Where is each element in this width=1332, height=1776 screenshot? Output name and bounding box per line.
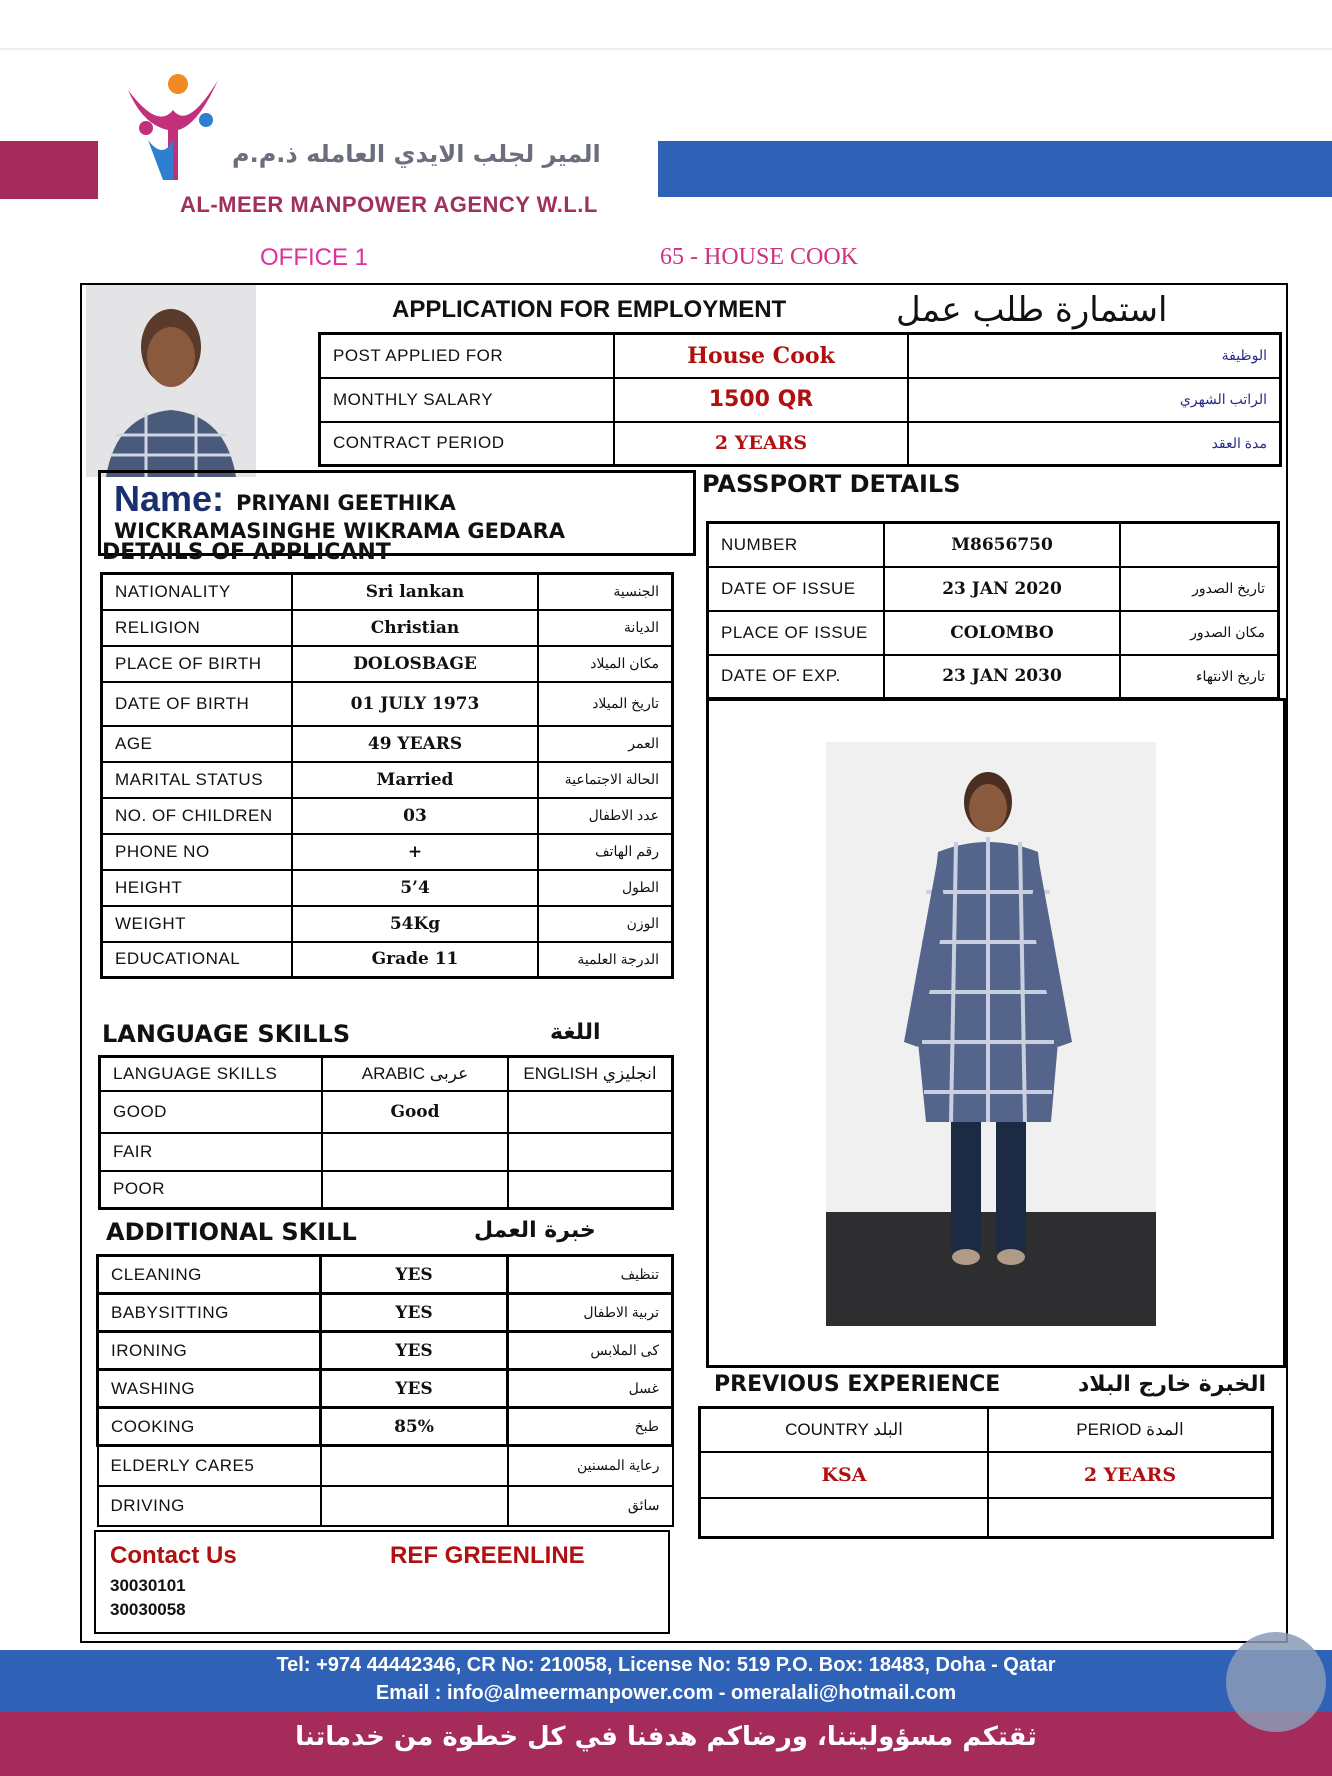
detail-row xyxy=(102,906,673,942)
detail-value: 54Kg xyxy=(292,906,538,942)
detail-label: MARITAL STATUS xyxy=(102,762,293,798)
contact-phone-2: 30030058 xyxy=(110,1600,186,1619)
office-label: OFFICE 1 xyxy=(260,244,369,271)
passport-arabic-label xyxy=(1120,523,1279,567)
detail-row xyxy=(102,682,673,726)
skill-label: CLEANING xyxy=(98,1256,321,1294)
language-arabic-value xyxy=(322,1133,508,1171)
language-row xyxy=(100,1171,673,1209)
skill-value: YES xyxy=(321,1370,508,1408)
applicant-details-table xyxy=(100,572,674,979)
experience-row xyxy=(700,1452,1273,1498)
passport-row xyxy=(708,611,1279,655)
footer-contact-line: Tel: +974 44442346, CR No: 210058, License No: 519 P.O. Box: 18483, Doha - Qatar xyxy=(276,1654,1056,1676)
logo-arabic-text: المير لجلب الايدي العامله ذ.م.م xyxy=(232,140,601,168)
skills-heading-arabic: خبرة العمل xyxy=(474,1218,596,1243)
category-label: 65 - HOUSE COOK xyxy=(660,244,858,270)
skill-row xyxy=(98,1294,673,1332)
experience-country xyxy=(700,1498,989,1538)
passport-row xyxy=(708,655,1279,699)
skill-value xyxy=(321,1486,508,1526)
language-level: FAIR xyxy=(100,1133,323,1171)
passport-arabic-label: تاريخ الانتهاء xyxy=(1120,655,1279,699)
language-level: GOOD xyxy=(100,1091,323,1133)
passport-label: DATE OF EXP. xyxy=(708,655,885,699)
footer-arabic-slogan: ثقتكم مسؤوليتنا، ورضاكم هدفنا في كل خطوة من خدماتنا xyxy=(295,1722,1037,1752)
skill-label: ELDERLY CARE5 xyxy=(98,1446,321,1486)
passport-arabic-label: مكان الصدور xyxy=(1120,611,1279,655)
detail-label: WEIGHT xyxy=(102,906,293,942)
experience-table xyxy=(698,1406,1274,1539)
detail-row xyxy=(102,726,673,762)
logo-english-text: AL-MEER MANPOWER AGENCY W.L.L xyxy=(180,192,598,217)
detail-row xyxy=(102,798,673,834)
contract-arabic: مدة العقد xyxy=(908,422,1281,466)
skill-label: DRIVING xyxy=(98,1486,321,1526)
language-english-value xyxy=(508,1133,673,1171)
detail-arabic-label: تاريخ الميلاد xyxy=(538,682,673,726)
detail-arabic-label: الحالة الاجتماعية xyxy=(538,762,673,798)
applicant-portrait xyxy=(86,285,256,477)
footer-email-line: Email : info@almeermanpower.com - omeralali@hotmail.com xyxy=(375,1682,957,1704)
skill-row xyxy=(98,1446,673,1486)
experience-country: KSA xyxy=(700,1452,989,1498)
detail-value: Christian xyxy=(292,610,538,646)
skill-row xyxy=(98,1256,673,1294)
detail-value: 5’4 xyxy=(292,870,538,906)
passport-value: 23 JAN 2020 xyxy=(884,567,1120,611)
detail-value: Married xyxy=(292,762,538,798)
passport-arabic-label: تاريخ الصدور xyxy=(1120,567,1279,611)
skill-value: YES xyxy=(321,1294,508,1332)
detail-arabic-label: الجنسية xyxy=(538,574,673,610)
skill-label: WASHING xyxy=(98,1370,321,1408)
language-heading-arabic: اللغة xyxy=(550,1020,601,1045)
detail-value: 03 xyxy=(292,798,538,834)
skill-arabic-label: كى الملابس xyxy=(508,1332,673,1370)
skill-arabic-label: رعاية المسنين xyxy=(508,1446,673,1486)
language-level: POOR xyxy=(100,1171,323,1209)
detail-label: HEIGHT xyxy=(102,870,293,906)
detail-arabic-label: العمر xyxy=(538,726,673,762)
post-table xyxy=(318,332,1282,467)
passport-value: M8656750 xyxy=(884,523,1120,567)
skills-heading: ADDITIONAL SKILL xyxy=(106,1218,357,1246)
detail-row xyxy=(102,574,673,610)
detail-label: RELIGION xyxy=(102,610,293,646)
passport-label: PLACE OF ISSUE xyxy=(708,611,885,655)
skills-table xyxy=(96,1254,674,1527)
language-arabic-value xyxy=(322,1171,508,1209)
salary-label: MONTHLY SALARY xyxy=(320,378,615,422)
language-english-value xyxy=(508,1171,673,1209)
skill-arabic-label: طبخ xyxy=(508,1408,673,1446)
post-value: House Cook xyxy=(614,334,908,378)
language-row xyxy=(100,1133,673,1171)
details-heading: DETAILS OF APPLICANT xyxy=(102,540,391,565)
skill-row xyxy=(98,1332,673,1370)
detail-label: DATE OF BIRTH xyxy=(102,682,293,726)
detail-label: NATIONALITY xyxy=(102,574,293,610)
skill-row xyxy=(98,1370,673,1408)
lang-col-english: ENGLISH انجليزي xyxy=(508,1057,673,1091)
experience-heading-arabic: الخبرة خارج البلاد xyxy=(1078,1372,1267,1397)
detail-value: 49 YEARS xyxy=(292,726,538,762)
skill-row xyxy=(98,1486,673,1526)
detail-row xyxy=(102,942,673,978)
skill-value: YES xyxy=(321,1332,508,1370)
post-arabic: الوظيفة xyxy=(908,334,1281,378)
detail-arabic-label: رقم الهاتف xyxy=(538,834,673,870)
language-row xyxy=(100,1091,673,1133)
experience-period: 2 YEARS xyxy=(988,1452,1273,1498)
reference-label: REF GREENLINE xyxy=(390,1542,585,1569)
experience-period xyxy=(988,1498,1273,1538)
form-title-arabic: استمارة طلب عمل xyxy=(896,290,1168,330)
detail-label: PLACE OF BIRTH xyxy=(102,646,293,682)
skill-arabic-label: سائق xyxy=(508,1486,673,1526)
passport-label: NUMBER xyxy=(708,523,885,567)
passport-row xyxy=(708,523,1279,567)
skill-value: 85% xyxy=(321,1408,508,1446)
contact-heading: Contact Us xyxy=(110,1542,237,1569)
applicant-name-line2: WICKRAMASINGHE WIKRAMA GEDARA xyxy=(114,519,566,543)
applicant-full-photo xyxy=(826,742,1156,1326)
skill-label: COOKING xyxy=(98,1408,321,1446)
detail-value: + xyxy=(292,834,538,870)
detail-label: PHONE NO xyxy=(102,834,293,870)
language-heading: LANGUAGE SKILLS xyxy=(102,1020,351,1048)
salary-arabic: الراتب الشهري xyxy=(908,378,1281,422)
passport-value: COLOMBO xyxy=(884,611,1120,655)
passport-label: DATE OF ISSUE xyxy=(708,567,885,611)
header-blue-bar xyxy=(658,141,1332,197)
skill-arabic-label: تربية الاطفال xyxy=(508,1294,673,1332)
skill-value xyxy=(321,1446,508,1486)
skill-row xyxy=(98,1408,673,1446)
detail-arabic-label: الوزن xyxy=(538,906,673,942)
contact-phone-1: 30030101 xyxy=(110,1576,186,1595)
language-english-value xyxy=(508,1091,673,1133)
detail-label: NO. OF CHILDREN xyxy=(102,798,293,834)
detail-row xyxy=(102,762,673,798)
language-arabic-value: Good xyxy=(322,1091,508,1133)
top-strip xyxy=(0,0,1332,50)
detail-arabic-label: الطول xyxy=(538,870,673,906)
skill-label: IRONING xyxy=(98,1332,321,1370)
applicant-name-line1: PRIYANI GEETHIKA xyxy=(236,491,456,515)
post-label: POST APPLIED FOR xyxy=(320,334,615,378)
detail-arabic-label: عدد الاطفال xyxy=(538,798,673,834)
detail-arabic-label: الدرجة العلمية xyxy=(538,942,673,978)
detail-row xyxy=(102,834,673,870)
language-table xyxy=(98,1055,674,1210)
detail-label: AGE xyxy=(102,726,293,762)
detail-arabic-label: مكان الميلاد xyxy=(538,646,673,682)
footer-circle-decoration xyxy=(1226,1632,1326,1732)
skill-arabic-label: غسل xyxy=(508,1370,673,1408)
passport-row xyxy=(708,567,1279,611)
detail-arabic-label: الديانة xyxy=(538,610,673,646)
detail-row xyxy=(102,870,673,906)
experience-heading: PREVIOUS EXPERIENCE xyxy=(714,1372,1001,1397)
detail-value: Grade 11 xyxy=(292,942,538,978)
detail-row xyxy=(102,646,673,682)
passport-value: 23 JAN 2030 xyxy=(884,655,1120,699)
detail-value: Sri lankan xyxy=(292,574,538,610)
header-pink-bar xyxy=(0,141,98,199)
detail-label: EDUCATIONAL xyxy=(102,942,293,978)
lang-col-arabic: ARABIC عربى xyxy=(322,1057,508,1091)
skill-value: YES xyxy=(321,1256,508,1294)
name-label: Name: xyxy=(114,478,225,519)
contract-label: CONTRACT PERIOD xyxy=(320,422,615,466)
experience-row xyxy=(700,1498,1273,1538)
contract-value: 2 YEARS xyxy=(614,422,908,466)
detail-row xyxy=(102,610,673,646)
agency-logo xyxy=(118,70,228,190)
detail-value: DOLOSBAGE xyxy=(292,646,538,682)
skill-arabic-label: تنظيف xyxy=(508,1256,673,1294)
passport-heading: PASSPORT DETAILS xyxy=(702,470,961,498)
exp-col-country: COUNTRY البلد xyxy=(700,1408,989,1452)
detail-value: 01 JULY 1973 xyxy=(292,682,538,726)
skill-label: BABYSITTING xyxy=(98,1294,321,1332)
salary-value: 1500 QR xyxy=(614,378,908,422)
form-title: APPLICATION FOR EMPLOYMENT xyxy=(392,296,787,323)
lang-col-skill: LANGUAGE SKILLS xyxy=(100,1057,323,1091)
passport-table xyxy=(706,521,1280,700)
exp-col-period: PERIOD المدة xyxy=(988,1408,1273,1452)
